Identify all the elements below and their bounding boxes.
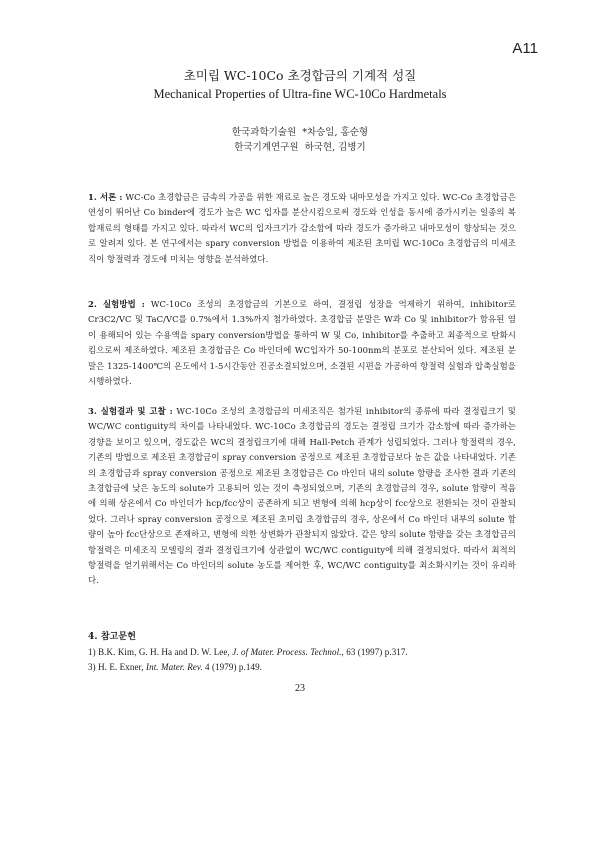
author-line-1: 한국과학기술원 *차승일, 홍순형 <box>231 127 369 138</box>
paper-code: A11 <box>512 40 538 57</box>
section-heading: 2. 실험방법 : <box>88 299 145 309</box>
title-english: Mechanical Properties of Ultra-fine WC-10Co Hardmetals <box>153 87 447 101</box>
reference-details: 4 (1979) p.149. <box>205 662 263 673</box>
reference-authors: H. E. Exner, <box>98 662 144 673</box>
author-block <box>0 125 600 155</box>
section-references <box>88 630 516 675</box>
title-korean: 초미립 WC-10Co 초경합금의 기계적 성질 <box>183 68 417 83</box>
reference-authors: B.K. Kim, G. H. Ha and D. W. Lee, <box>98 647 230 658</box>
references-heading: 4. 참고문헌 <box>88 632 137 642</box>
section-body: WC-Co 초경합금은 금속의 가공을 위한 재료로 높은 경도와 내마모성을 가지고 있다. WC-Co 초경합금은 연성이 뛰어난 Co binder에 경도가 높은 WC 입자를 분산시킴으로써 경도와 인성을 동시에 증가시키는 일종의 복합재료의 형태를 가지고 있다. 따라서 WC의 입자크기가 감소함에 따라 경도가 증가하고 내마모성이 향상되는 것으로 알려져 있다. 본 연구에서는 spary conversion 방법을 이용하여 제조된 초미립 WC-10Co 초경합금의 미세조직이 항절력과 경도에 미치는 영향을 분석하였다. <box>88 192 516 264</box>
section-heading: 1. 서론 : <box>88 192 123 202</box>
reference-number: 3) <box>88 662 96 673</box>
page-number: 23 <box>295 683 305 694</box>
reference-number: 1) <box>88 647 96 658</box>
author-line-2: 한국기계연구원 하국현, 김병기 <box>234 142 366 153</box>
section-body: WC-10Co 조성의 초경합금의 기본으로 하여, 결정립 성장을 억제하기 위하여, inhibitor로 Cr3C2/VC 및 TaC/VC를 0.7%에서 1.3%까지 첨가하였다. 초경합금 분말은 W과 Co 및 inhibitor가 함유된 염이 용해되어 있는 수용액을 spary conversion방법을 통하여 W 및 Co, inhibitor를 추출하고 최종적으로 탄화시킴으로써 제조하였다. 제조된 초경합금은 Co 바인더에 WC입자가 50-100nm의 분포로 분산되어 있다. 제조된 분말은 1325-1400℃의 온도에서 1-5시간동안 진공소결되었으며, 소결된 시편을 가공하여 항절력 실험과 압축실험을 시행하였다. <box>88 299 516 387</box>
section-methods <box>88 297 516 389</box>
reference-item <box>88 660 516 675</box>
reference-journal: Int. Mater. Rev. <box>146 662 203 673</box>
section-results <box>88 404 516 589</box>
section-heading: 3. 실험결과 및 고찰 : <box>88 406 173 416</box>
section-introduction <box>88 190 516 267</box>
reference-journal: J. of Mater. Process. Technol., <box>232 647 344 658</box>
reference-details: 63 (1997) p.317. <box>346 647 408 658</box>
section-body: WC-10Co 조성의 초경합금의 미세조직은 첨가된 inhibitor의 종류에 따라 결정립크기 및 WC/WC contiguity의 차이를 나타내었다. WC-10Co 초경합금의 경도는 결정립 크기가 감소함에 따라 증가하는 경향을 보이고 있으며, 경도값은 WC의 결정립크기에 대해 Hall-Petch 관계가 성립되었다. 그러나 항절력의 경우, 기존의 방법으로 제조된 초경합금이 spray conversion 공정으로 제조된 초경합금보다 높은 값을 나타내었다. 기존의 초경합금과 spray conversion 공정으로 제조된 초경합금은 Co 바인더 내의 solute 함량을 조사한 결과 기존의 초경합금에 낮은 농도의 solute가 고용되어 있는 것이 측정되었으며, 기존의 초경합금의 경우, solute 함량이 적음에 의해 상온에서 Co 바인더가 hcp/fcc상이 공존하게 되고 변형에 의해 hcp상이 fcc상으로 전환되는 것이 관찰되었다. 그러나 spray conversion 공정으로 제조된 초미립 초경합금의 경우, 상온에서 Co 바인더 내부의 solute 함량이 높아 fcc단상으로 존재하고, 변형에 의한 상변화가 관찰되지 않았다. 같은 양의 solute 함량을 갖는 초경합금의 항절력은 미세조직 모델링의 결과 결정립크기에 상관없이 WC/WC contiguity에 의해 결정되었다. 따라서 최적의 항절력을 얻기위해서는 Co 바인더의 solute 농도를 제어한 후, WC/WC contiguity를 최소화시키는 것이 유리하다. <box>88 406 516 586</box>
reference-item <box>88 645 516 660</box>
